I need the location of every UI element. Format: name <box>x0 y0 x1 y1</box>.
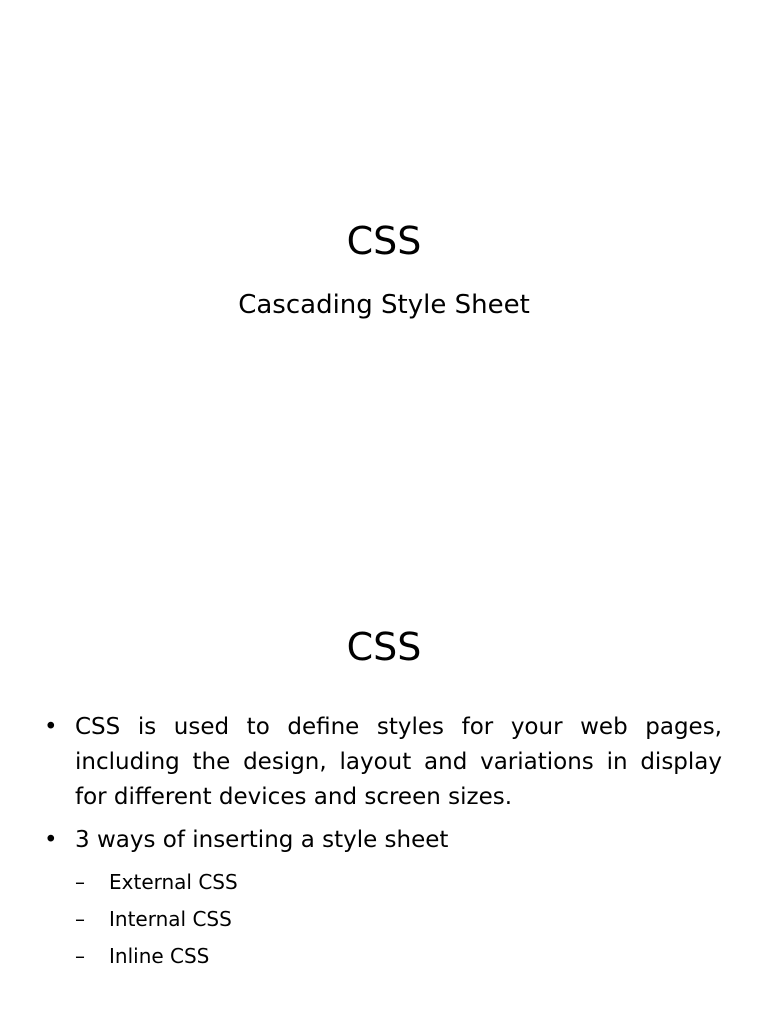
sub-bullet-item <box>75 901 722 938</box>
bullet-icon: • <box>44 714 58 740</box>
dash-icon: – <box>75 870 85 894</box>
sub-bullet-item <box>75 864 722 901</box>
slide-subtitle: Cascading Style Sheet <box>238 290 530 320</box>
slide-title: CSS <box>346 219 422 263</box>
content-slide <box>0 512 768 1024</box>
slide-title: CSS <box>346 625 422 669</box>
dash-icon: – <box>75 944 85 968</box>
bullet-text: CSS is used to define styles for your web pages, including the design, layout and variations in display for different devices and screen sizes. <box>75 714 722 810</box>
bullet-text: 3 ways of inserting a style sheet <box>75 827 449 853</box>
sub-bullet-list <box>75 864 722 975</box>
sub-bullet-text: Inline CSS <box>109 944 210 968</box>
dash-icon: – <box>75 907 85 931</box>
bullet-item <box>44 823 722 975</box>
bullet-icon: • <box>44 827 58 853</box>
bullet-list <box>44 710 722 983</box>
sub-bullet-item <box>75 938 722 975</box>
sub-bullet-text: Internal CSS <box>109 907 232 931</box>
bullet-item <box>44 710 722 815</box>
sub-bullet-text: External CSS <box>109 870 238 894</box>
